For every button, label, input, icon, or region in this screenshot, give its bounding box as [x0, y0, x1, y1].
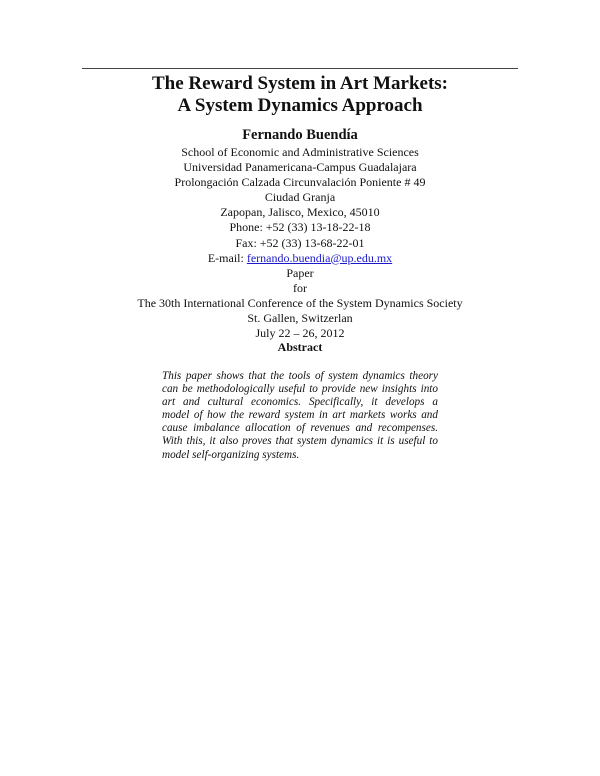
title-line-2: A System Dynamics Approach: [177, 95, 423, 116]
email-label: E-mail:: [207, 250, 247, 265]
fax-number: Fax: +52 (33) 13-68-22-01: [235, 235, 365, 250]
address-district: Ciudad Granja: [264, 190, 336, 205]
abstract-heading: Abstract: [277, 340, 323, 354]
abstract-line: This paper shows that the tools of system dynamics theory: [162, 370, 438, 382]
phone-number: Phone: +52 (33) 13-18-22-18: [229, 220, 371, 235]
abstract-line: model self-organizing systems.: [162, 448, 300, 461]
abstract-line: art and cultural economics. Specifically, it develops a: [162, 396, 438, 409]
venue-for: for: [293, 280, 307, 295]
abstract-line: model of how the reward system in art markets works and: [162, 409, 438, 422]
abstract-body: [162, 370, 438, 462]
paper-title: [0, 73, 600, 117]
abstract-line: can be methodologically useful to provide new insights into: [162, 383, 438, 396]
email-line: [0, 251, 600, 266]
abstract-line: cause imbalance allocation of revenues and recompenses.: [162, 422, 438, 435]
abstract-line: With this, it also proves that system dynamics it is useful to: [162, 435, 438, 448]
conference-location: St. Gallen, Switzerlan: [247, 311, 353, 326]
address-street: Prolongación Calzada Circunvalación Poniente # 49: [174, 175, 426, 190]
conference-name: The 30th International Conference of the System Dynamics Society: [137, 295, 463, 310]
affiliation-school: School of Economic and Administrative Sciences: [181, 145, 419, 159]
author-name: Fernando Buendía: [242, 127, 358, 143]
author-block: [0, 126, 600, 341]
title-line-1: The Reward System in Art Markets:: [151, 73, 449, 94]
address-city: Zapopan, Jalisco, Mexico, 45010: [220, 205, 380, 220]
header-rule: [82, 68, 518, 69]
email-link[interactable]: fernando.buendia@up.edu.mx: [246, 250, 393, 265]
venue-paper: Paper: [286, 265, 314, 280]
conference-dates: July 22 – 26, 2012: [255, 326, 345, 341]
affiliation-university: Universidad Panamericana-Campus Guadalajara: [183, 160, 417, 175]
